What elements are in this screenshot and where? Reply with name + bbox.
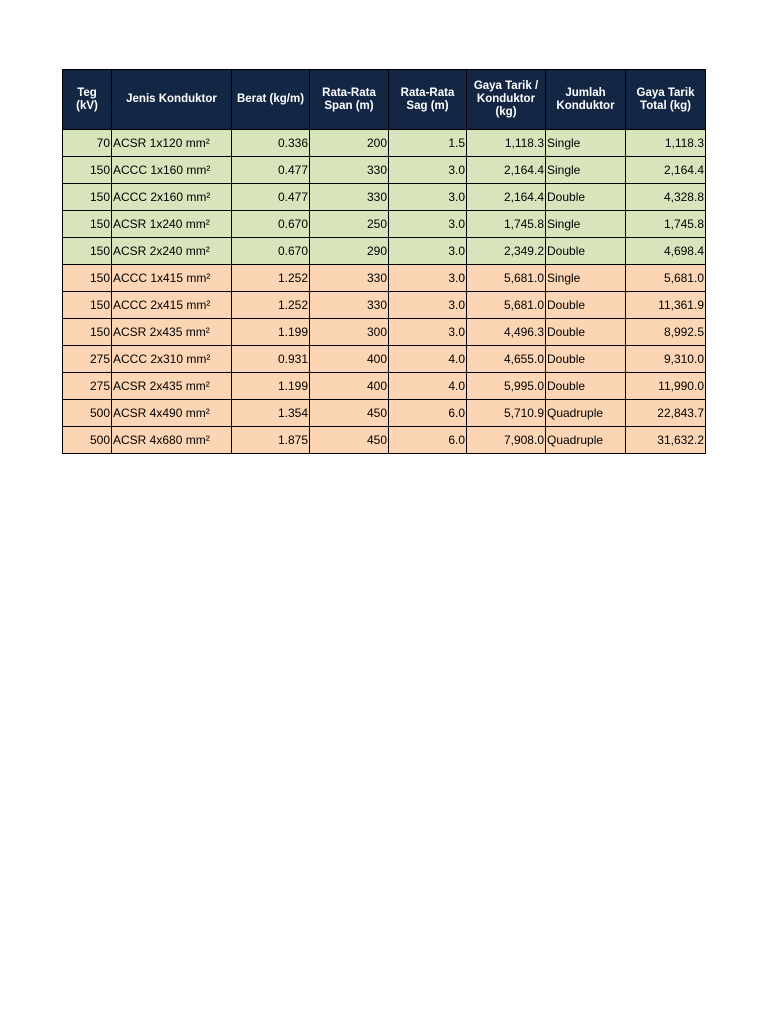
cell-gaya-tarik-konduktor: 4,496.3 [467, 319, 546, 346]
cell-gaya-tarik-total: 22,843.7 [626, 400, 706, 427]
cell-rata-rata-span: 400 [310, 346, 389, 373]
cell-gaya-tarik-total: 11,990.0 [626, 373, 706, 400]
cell-teg: 275 [63, 373, 112, 400]
cell-rata-rata-span: 330 [310, 184, 389, 211]
cell-berat: 1.252 [232, 292, 310, 319]
cell-gaya-tarik-konduktor: 7,908.0 [467, 427, 546, 454]
cell-gaya-tarik-total: 5,681.0 [626, 265, 706, 292]
table-row [63, 184, 706, 211]
cell-rata-rata-span: 450 [310, 400, 389, 427]
cell-gaya-tarik-konduktor: 2,164.4 [467, 184, 546, 211]
table-row [63, 319, 706, 346]
cell-jenis-konduktor: ACSR 1x120 mm² [112, 130, 232, 157]
cell-rata-rata-span: 330 [310, 292, 389, 319]
cell-jenis-konduktor: ACSR 2x435 mm² [112, 373, 232, 400]
cell-teg: 150 [63, 238, 112, 265]
cell-teg: 500 [63, 400, 112, 427]
cell-jenis-konduktor: ACSR 2x435 mm² [112, 319, 232, 346]
cell-teg: 150 [63, 265, 112, 292]
cell-teg: 70 [63, 130, 112, 157]
table-row [63, 130, 706, 157]
cell-rata-rata-sag: 6.0 [389, 400, 467, 427]
cell-jumlah-konduktor: Single [546, 265, 626, 292]
cell-gaya-tarik-total: 1,745.8 [626, 211, 706, 238]
cell-jenis-konduktor: ACCC 2x310 mm² [112, 346, 232, 373]
table-row [63, 373, 706, 400]
cell-berat: 0.477 [232, 157, 310, 184]
cell-gaya-tarik-konduktor: 5,710.9 [467, 400, 546, 427]
cell-gaya-tarik-total: 4,698.4 [626, 238, 706, 265]
cell-jenis-konduktor: ACSR 2x240 mm² [112, 238, 232, 265]
table-row [63, 238, 706, 265]
cell-teg: 150 [63, 157, 112, 184]
cell-teg: 150 [63, 292, 112, 319]
cell-gaya-tarik-total: 2,164.4 [626, 157, 706, 184]
cell-rata-rata-sag: 3.0 [389, 184, 467, 211]
cell-rata-rata-sag: 1.5 [389, 130, 467, 157]
cell-gaya-tarik-total: 9,310.0 [626, 346, 706, 373]
cell-jumlah-konduktor: Quadruple [546, 400, 626, 427]
cell-berat: 0.670 [232, 211, 310, 238]
header-gaya-tarik-total: Gaya Tarik Total (kg) [626, 70, 706, 130]
cell-rata-rata-sag: 3.0 [389, 292, 467, 319]
cell-teg: 150 [63, 319, 112, 346]
cell-teg: 500 [63, 427, 112, 454]
cell-rata-rata-span: 250 [310, 211, 389, 238]
table-header-row [63, 70, 706, 130]
cell-jenis-konduktor: ACCC 2x415 mm² [112, 292, 232, 319]
cell-gaya-tarik-konduktor: 5,681.0 [467, 292, 546, 319]
cell-rata-rata-sag: 3.0 [389, 238, 467, 265]
header-teg: Teg (kV) [63, 70, 112, 130]
cell-jumlah-konduktor: Single [546, 130, 626, 157]
cell-rata-rata-span: 290 [310, 238, 389, 265]
conductor-table [62, 69, 706, 454]
cell-jumlah-konduktor: Single [546, 211, 626, 238]
cell-jenis-konduktor: ACSR 4x680 mm² [112, 427, 232, 454]
cell-rata-rata-sag: 3.0 [389, 265, 467, 292]
table-row [63, 265, 706, 292]
cell-jumlah-konduktor: Double [546, 184, 626, 211]
cell-gaya-tarik-konduktor: 4,655.0 [467, 346, 546, 373]
cell-jenis-konduktor: ACCC 1x415 mm² [112, 265, 232, 292]
cell-jumlah-konduktor: Single [546, 157, 626, 184]
cell-rata-rata-sag: 3.0 [389, 157, 467, 184]
cell-berat: 0.336 [232, 130, 310, 157]
header-jenis-konduktor: Jenis Konduktor [112, 70, 232, 130]
cell-rata-rata-sag: 4.0 [389, 346, 467, 373]
cell-jumlah-konduktor: Double [546, 346, 626, 373]
cell-berat: 1.199 [232, 319, 310, 346]
conductor-table-sheet [62, 69, 706, 454]
table-row [63, 157, 706, 184]
table-body [63, 130, 706, 454]
cell-gaya-tarik-konduktor: 5,995.0 [467, 373, 546, 400]
header-rata-rata-sag: Rata-Rata Sag (m) [389, 70, 467, 130]
cell-teg: 150 [63, 211, 112, 238]
cell-jumlah-konduktor: Double [546, 292, 626, 319]
cell-gaya-tarik-total: 31,632.2 [626, 427, 706, 454]
cell-rata-rata-span: 330 [310, 265, 389, 292]
header-jumlah-konduktor: Jumlah Konduktor [546, 70, 626, 130]
cell-rata-rata-span: 450 [310, 427, 389, 454]
cell-jenis-konduktor: ACSR 4x490 mm² [112, 400, 232, 427]
cell-rata-rata-sag: 6.0 [389, 427, 467, 454]
table-row [63, 427, 706, 454]
cell-teg: 150 [63, 184, 112, 211]
cell-teg: 275 [63, 346, 112, 373]
cell-jumlah-konduktor: Double [546, 238, 626, 265]
header-gaya-tarik-konduktor: Gaya Tarik / Konduktor (kg) [467, 70, 546, 130]
cell-jumlah-konduktor: Double [546, 373, 626, 400]
cell-jenis-konduktor: ACCC 2x160 mm² [112, 184, 232, 211]
cell-gaya-tarik-konduktor: 2,164.4 [467, 157, 546, 184]
cell-gaya-tarik-total: 8,992.5 [626, 319, 706, 346]
header-berat: Berat (kg/m) [232, 70, 310, 130]
cell-rata-rata-span: 200 [310, 130, 389, 157]
cell-berat: 1.252 [232, 265, 310, 292]
cell-rata-rata-sag: 3.0 [389, 319, 467, 346]
cell-berat: 1.199 [232, 373, 310, 400]
cell-berat: 1.354 [232, 400, 310, 427]
cell-gaya-tarik-total: 4,328.8 [626, 184, 706, 211]
cell-jenis-konduktor: ACSR 1x240 mm² [112, 211, 232, 238]
cell-rata-rata-span: 400 [310, 373, 389, 400]
cell-berat: 0.670 [232, 238, 310, 265]
table-row [63, 400, 706, 427]
cell-rata-rata-sag: 3.0 [389, 211, 467, 238]
cell-gaya-tarik-konduktor: 1,118.3 [467, 130, 546, 157]
cell-rata-rata-span: 330 [310, 157, 389, 184]
cell-jenis-konduktor: ACCC 1x160 mm² [112, 157, 232, 184]
table-row [63, 346, 706, 373]
table-row [63, 292, 706, 319]
cell-rata-rata-sag: 4.0 [389, 373, 467, 400]
cell-gaya-tarik-total: 11,361.9 [626, 292, 706, 319]
cell-gaya-tarik-konduktor: 1,745.8 [467, 211, 546, 238]
cell-berat: 0.931 [232, 346, 310, 373]
cell-jumlah-konduktor: Double [546, 319, 626, 346]
cell-rata-rata-span: 300 [310, 319, 389, 346]
cell-gaya-tarik-total: 1,118.3 [626, 130, 706, 157]
cell-jumlah-konduktor: Quadruple [546, 427, 626, 454]
cell-berat: 0.477 [232, 184, 310, 211]
cell-gaya-tarik-konduktor: 5,681.0 [467, 265, 546, 292]
table-row [63, 211, 706, 238]
cell-berat: 1.875 [232, 427, 310, 454]
header-rata-rata-span: Rata-Rata Span (m) [310, 70, 389, 130]
cell-gaya-tarik-konduktor: 2,349.2 [467, 238, 546, 265]
